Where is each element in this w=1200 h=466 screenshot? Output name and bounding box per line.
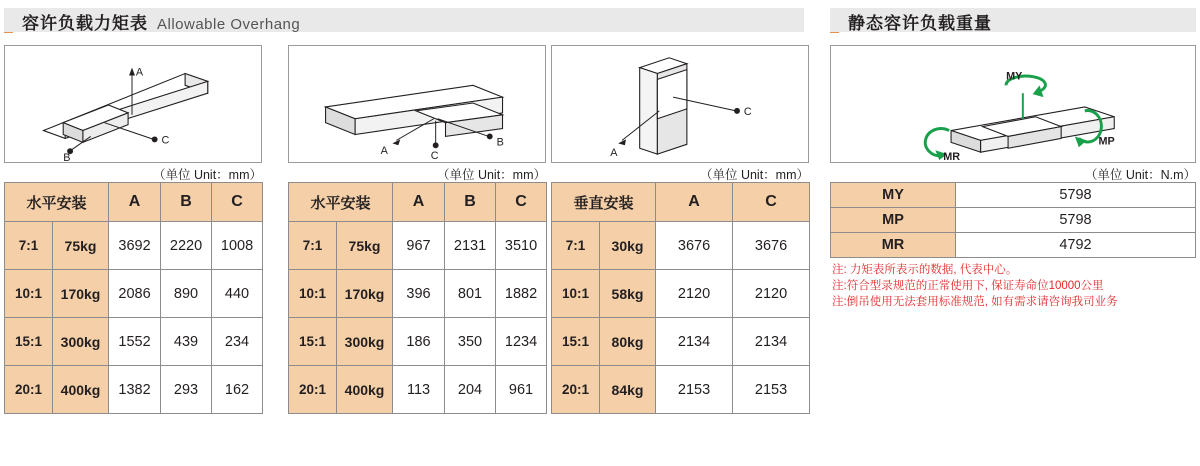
- cell-ratio: 20:1: [552, 366, 600, 414]
- table-row: [289, 318, 547, 366]
- cell-ratio: 20:1: [5, 366, 53, 414]
- cell-a: 1382: [109, 366, 161, 414]
- cell-load: 80kg: [600, 318, 656, 366]
- svg-text:C: C: [161, 134, 170, 147]
- cell-b: 439: [161, 318, 212, 366]
- note-line-3: 注:倒吊使用无法套用标准规范, 如有需求请咨询我司业务: [832, 296, 1118, 308]
- cell-load: 30kg: [600, 222, 656, 270]
- cell-load: 400kg: [337, 366, 393, 414]
- unit-label-fig4: （单位 Unit：N.m）: [1084, 168, 1196, 182]
- cell-c: 1234: [496, 318, 547, 366]
- moment-axes-diagram-icon: [831, 46, 1195, 162]
- table-header-row: [552, 183, 810, 222]
- cell-ratio: 10:1: [552, 270, 600, 318]
- cell-b: 293: [161, 366, 212, 414]
- col-header-b: B: [445, 183, 496, 222]
- section-header-static-load: [830, 8, 1196, 34]
- svg-text:C: C: [743, 105, 752, 118]
- cell-a: 2134: [656, 318, 733, 366]
- cell-b: 2220: [161, 222, 212, 270]
- cell-ratio: 10:1: [289, 270, 337, 318]
- cell-a: 2086: [109, 270, 161, 318]
- table-row: [831, 233, 1196, 258]
- figure-vertical-mount: [551, 45, 809, 163]
- cell-a: 3692: [109, 222, 161, 270]
- col-header-a: A: [393, 183, 445, 222]
- cell-a: 186: [393, 318, 445, 366]
- note-line-1: 注: 力矩表所表示的数据, 代表中心。: [832, 264, 1018, 276]
- cell-c: 162: [212, 366, 263, 414]
- table-header-row: [289, 183, 547, 222]
- figure-static-load-moments: [830, 45, 1196, 163]
- cell-c: 1008: [212, 222, 263, 270]
- cell-ratio: 7:1: [5, 222, 53, 270]
- table-row: [289, 366, 547, 414]
- cell-value: 5798: [956, 208, 1196, 233]
- cell-load: 300kg: [337, 318, 393, 366]
- cell-ratio: 15:1: [5, 318, 53, 366]
- svg-text:A: A: [380, 145, 388, 158]
- cell-c: 2120: [733, 270, 810, 318]
- cell-c: 3510: [496, 222, 547, 270]
- vertical-rail-diagram-icon: [552, 46, 808, 162]
- col-header-a: A: [109, 183, 161, 222]
- cell-c: 1882: [496, 270, 547, 318]
- section-title-cn: 容许负载力矩表: [22, 13, 148, 33]
- cell-load: 58kg: [600, 270, 656, 318]
- table-row: [552, 366, 810, 414]
- cell-c: 961: [496, 366, 547, 414]
- cell-load: 75kg: [337, 222, 393, 270]
- col-header-b: B: [161, 183, 212, 222]
- col-header-mount: 水平安装: [5, 183, 109, 222]
- cell-b: 350: [445, 318, 496, 366]
- horizontal-rail-diagram-1-icon: [5, 46, 261, 162]
- cell-axis: MY: [831, 183, 956, 208]
- cell-value: 4792: [956, 233, 1196, 258]
- svg-text:A: A: [135, 66, 144, 79]
- cell-value: 5798: [956, 183, 1196, 208]
- cell-axis: MP: [831, 208, 956, 233]
- table-row: [552, 318, 810, 366]
- table-row: [289, 270, 547, 318]
- table-row: [831, 208, 1196, 233]
- svg-text:C: C: [430, 150, 439, 162]
- table-horizontal-2: [288, 182, 547, 414]
- table-row: [5, 222, 263, 270]
- svg-text:B: B: [63, 152, 71, 162]
- cell-load: 84kg: [600, 366, 656, 414]
- svg-text:MY: MY: [1006, 70, 1023, 83]
- cell-ratio: 15:1: [552, 318, 600, 366]
- cell-c: 2153: [733, 366, 810, 414]
- table-static-load: [830, 182, 1196, 258]
- unit-label-fig1: （单位 Unit：mm）: [152, 168, 262, 182]
- svg-text:A: A: [610, 147, 618, 160]
- col-header-c: C: [496, 183, 547, 222]
- cell-c: 2134: [733, 318, 810, 366]
- table-row: [289, 222, 547, 270]
- cell-a: 396: [393, 270, 445, 318]
- figure-horizontal-mount-1: [4, 45, 262, 163]
- col-header-a: A: [656, 183, 733, 222]
- col-header-mount: 水平安装: [289, 183, 393, 222]
- svg-text:MP: MP: [1098, 135, 1115, 148]
- cell-ratio: 10:1: [5, 270, 53, 318]
- col-header-mount: 垂直安装: [552, 183, 656, 222]
- col-header-c: C: [212, 183, 263, 222]
- cell-a: 967: [393, 222, 445, 270]
- cell-b: 204: [445, 366, 496, 414]
- cell-load: 400kg: [53, 366, 109, 414]
- cell-b: 890: [161, 270, 212, 318]
- table-row: [5, 318, 263, 366]
- table-horizontal-1: [4, 182, 263, 414]
- cell-ratio: 15:1: [289, 318, 337, 366]
- cell-c: 440: [212, 270, 263, 318]
- header-titles: [22, 9, 300, 34]
- section-title-en: Allowable Overhang: [157, 15, 301, 33]
- cell-c: 3676: [733, 222, 810, 270]
- col-header-c: C: [733, 183, 810, 222]
- header-titles: [848, 9, 992, 34]
- table-row: [5, 366, 263, 414]
- cell-ratio: 7:1: [289, 222, 337, 270]
- horizontal-rail-diagram-2-icon: [289, 46, 545, 162]
- svg-text:B: B: [496, 136, 504, 149]
- svg-text:MR: MR: [943, 151, 961, 162]
- notes-block: [832, 262, 1196, 310]
- cell-ratio: 7:1: [552, 222, 600, 270]
- cell-ratio: 20:1: [289, 366, 337, 414]
- unit-label-fig3: （单位 Unit：mm）: [699, 168, 809, 182]
- table-row: [5, 270, 263, 318]
- cell-b: 801: [445, 270, 496, 318]
- cell-b: 2131: [445, 222, 496, 270]
- table-vertical: [551, 182, 810, 414]
- figure-horizontal-mount-2: [288, 45, 546, 163]
- table-row: [552, 270, 810, 318]
- cell-load: 170kg: [53, 270, 109, 318]
- table-header-row: [5, 183, 263, 222]
- section-title-cn: 静态容许负载重量: [848, 13, 992, 33]
- cell-a: 1552: [109, 318, 161, 366]
- table-row: [552, 222, 810, 270]
- cell-load: 300kg: [53, 318, 109, 366]
- cell-load: 75kg: [53, 222, 109, 270]
- cell-a: 2153: [656, 366, 733, 414]
- cell-c: 234: [212, 318, 263, 366]
- cell-a: 2120: [656, 270, 733, 318]
- section-header-allowable-overhang: [4, 8, 804, 34]
- table-row: [831, 183, 1196, 208]
- cell-load: 170kg: [337, 270, 393, 318]
- note-line-2: 注:符合型录规范的正常使用下, 保证寿命位10000公里: [832, 280, 1104, 292]
- cell-a: 3676: [656, 222, 733, 270]
- cell-a: 113: [393, 366, 445, 414]
- cell-axis: MR: [831, 233, 956, 258]
- unit-label-fig2: （单位 Unit：mm）: [436, 168, 546, 182]
